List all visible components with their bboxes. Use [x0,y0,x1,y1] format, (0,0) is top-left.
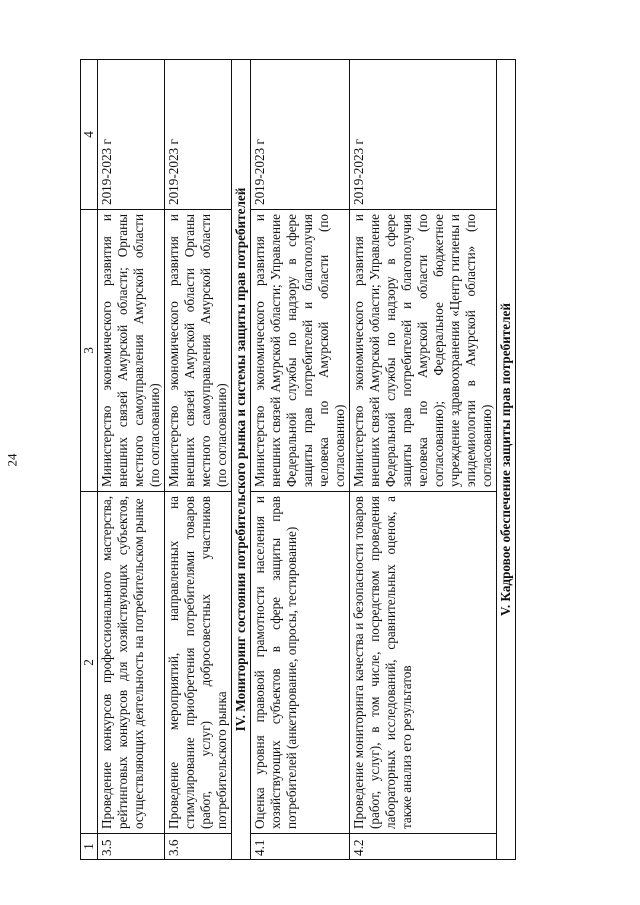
row-executors: Министерство экономического развития и внешних связей Амурской области Органы местного самоуправления Амурской области (по согласованию) [165,210,232,492]
header-col-1: 1 [81,834,98,860]
row-term: 2019-2023 г [98,60,165,210]
measures-table [80,59,516,860]
row-term: 2019-2023 г [251,60,350,210]
row-event: Проведение мероприятий, направленных на стимулирование приобретения потребителями товаров (работ, услуг) добросовестных участников потребительского рынка [165,492,232,834]
row-event: Оценка уровня правовой грамотности населения и хозяйствующих субъектов в сфере защиты прав потребителей (анкетирование, опросы, тестирование) [251,492,350,834]
section-row [232,60,251,860]
table-header-row [81,60,98,860]
section-row [497,60,516,860]
row-executors: Министерство экономического развития и внешних связей Амурской области; Управление Федеральной службы по надзору в сфере защиты прав потребителей и благополучия человека по Амурской области (по согласованию); Федеральное бюджетное учреждение здравоохранения «Центр гигиены и эпидемиологии в Амурской области» (по согласованию) [350,210,497,492]
row-executors: Министерство экономического развития и внешних связей Амурской области; Управление Федеральной службы по надзору в сфере защиты прав потребителей и благополучия человека по Амурской области (по согласованию) [251,210,350,492]
table-row [165,60,232,860]
row-number: 4.1 [251,834,350,860]
rotated-page-content [80,50,585,860]
row-event: Проведение конкурсов профессионального мастерства, рейтинговых конкурсов для хозяйствующих субъектов, осуществляющих деятельность на потребительском рынке [98,492,165,834]
header-col-2: 2 [81,492,98,834]
row-number: 4.2 [350,834,497,860]
row-term: 2019-2023 г [350,60,497,210]
header-col-4: 4 [81,60,98,210]
row-number: 3.5 [98,834,165,860]
section-4-title: IV. Мониторинг состояния потребительского рынка и системы защиты прав потребителей [232,60,251,860]
table-row [98,60,165,860]
row-number: 3.6 [165,834,232,860]
page-number: 24 [4,453,20,467]
header-col-3: 3 [81,210,98,492]
row-term: 2019-2023 г [165,60,232,210]
table-row [251,60,350,860]
row-executors: Министерство экономического развития и внешних связей Амурской области; Органы местного самоуправления Амурской области (по согласованию) [98,210,165,492]
row-event: Проведение мониторинга качества и безопасности товаров (работ, услуг), в том числе, посредством проведения лабораторных исследований, сравнительных оценок, а также анализ его результатов [350,492,497,834]
table-row [350,60,497,860]
section-5-title: V. Кадровое обеспечение защиты прав потребителей [497,60,516,860]
